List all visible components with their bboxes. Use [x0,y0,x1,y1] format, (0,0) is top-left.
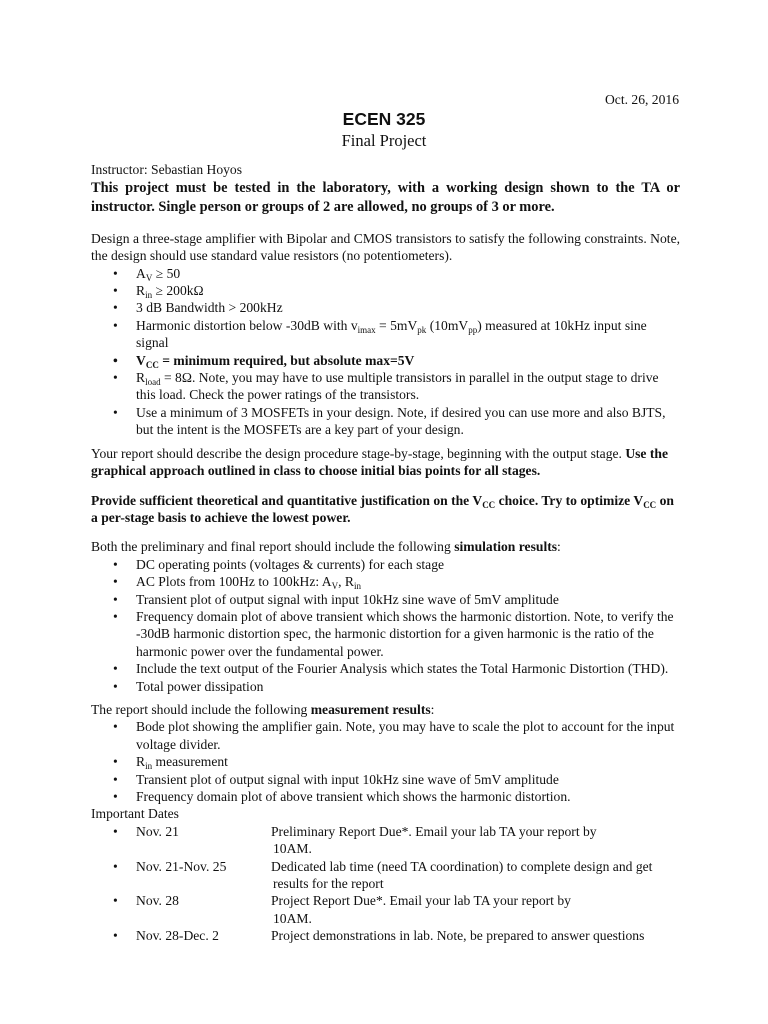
list-item: • AC Plots from 100Hz to 100kHz: $A_V$, $R_{in}$ [91,573,680,590]
list-item: • Frequency domain plot of above transient which shows the harmonic distortion. Note, to verify the -30dB harmonic distortion spec, the harmonic distortion for a given harmonic is the ratio of the harmonic power over the fundamental power. [91,608,680,660]
date-row: • Nov. 28-Dec. 2 Project demonstrations in lab. Note, be prepared to answer questions [91,927,680,944]
simulation-lead: Both the preliminary and final report should include the following simulation results: [91,539,561,555]
list-item: • $R_{in} \ge 200k\Omega$ [91,282,680,299]
list-item: • Transient plot of output signal with input 10kHz sine wave of 5mV amplitude [91,771,680,788]
report-paragraph: Your report should describe the design procedure stage-by-stage, beginning with the output stage. Use the graphical approach outlined in class to choose initial bias points for all stages. [91,445,668,479]
date-row: • Nov. 21 Preliminary Report Due*. Email your lab TA your report by 10AM. [91,823,680,858]
important-dates-heading: Important Dates [91,806,179,822]
date-label: • Nov. 21-Nov. 25 [136,858,227,874]
list-item: • Transient plot of output signal with input 10kHz sine wave of 5mV amplitude [91,591,680,608]
list-item: • $V_{CC}$ = minimum required, but absolute max=5V [91,352,680,369]
document-body [91,161,680,945]
list-item: • Bode plot showing the amplifier gain. Note, you may have to scale the plot to account for the input voltage divider. [91,718,680,753]
document-date: Oct. 26, 2016 [604,92,679,107]
measurement-list [91,718,680,805]
list-item: • Frequency domain plot of above transient which shows the harmonic distortion. [91,788,680,805]
constraints-list [91,265,680,439]
simulation-list [91,556,680,695]
list-item: • 3 dB Bandwidth > 200kHz [91,299,680,316]
project-title: Final Project [341,131,427,150]
list-item: • Include the text output of the Fourier Analysis which states the Total Harmonic Distortion (THD). [91,660,680,677]
list-item: • Use a minimum of 3 MOSFETs in your design. Note, if desired you can use more and also BJTS, but the intent is the MOSFETs are a key part of your design. [91,404,680,439]
date-label: • Nov. 21 [136,823,179,839]
intro-paragraph: Design a three-stage amplifier with Bipolar and CMOS transistors to satisfy the following constraints. Note, the design should use standard value resistors (no potentiometers). [91,230,680,264]
list-item: • DC operating points (voltages & currents) for each stage [91,556,680,573]
list-item: • $R_{in}$ measurement [91,753,680,770]
list-item: • Harmonic distortion below -30dB with $v_{imax} = 5mV_{pk}$ $(10mV_{pp})$ measured at 10kHz input sine signal [91,317,680,352]
course-title: ECEN 325 [342,109,426,129]
instructor-line: Instructor: Sebastian Hoyos [91,162,243,177]
list-item: • Total power dissipation [91,678,680,695]
list-item: • $R_{load} = 8\Omega$. Note, you may have to use multiple transistors in parallel in the output stage to drive this load. Check the power ratings of the transistors. [91,369,680,404]
measurement-lead: The report should include the following measurement results: [91,701,435,717]
date-label: • Nov. 28 [136,893,179,909]
important-dates-list [91,823,680,945]
lab-notice: This project must be tested in the laboratory, with a working design shown to the TA or instructor. Single person or groups of 2 are allowed, no groups of 3 or more. [91,180,680,215]
date-row: • Nov. 28 Project Report Due*. Email your lab TA your report by 10AM. [91,892,680,927]
date-row: • Nov. 21-Nov. 25 Dedicated lab time (need TA coordination) to complete design and get results for the report [91,858,680,893]
justification-paragraph: Provide sufficient theoretical and quantitative justification on the $V_{CC}$ choice. Try to optimize $V_{CC}$ on a per-stage basis to achieve the lowest power. [91,492,674,525]
list-item: • $A_V \ge 50$ [91,265,680,282]
date-label: • Nov. 28-Dec. 2 [136,928,219,944]
